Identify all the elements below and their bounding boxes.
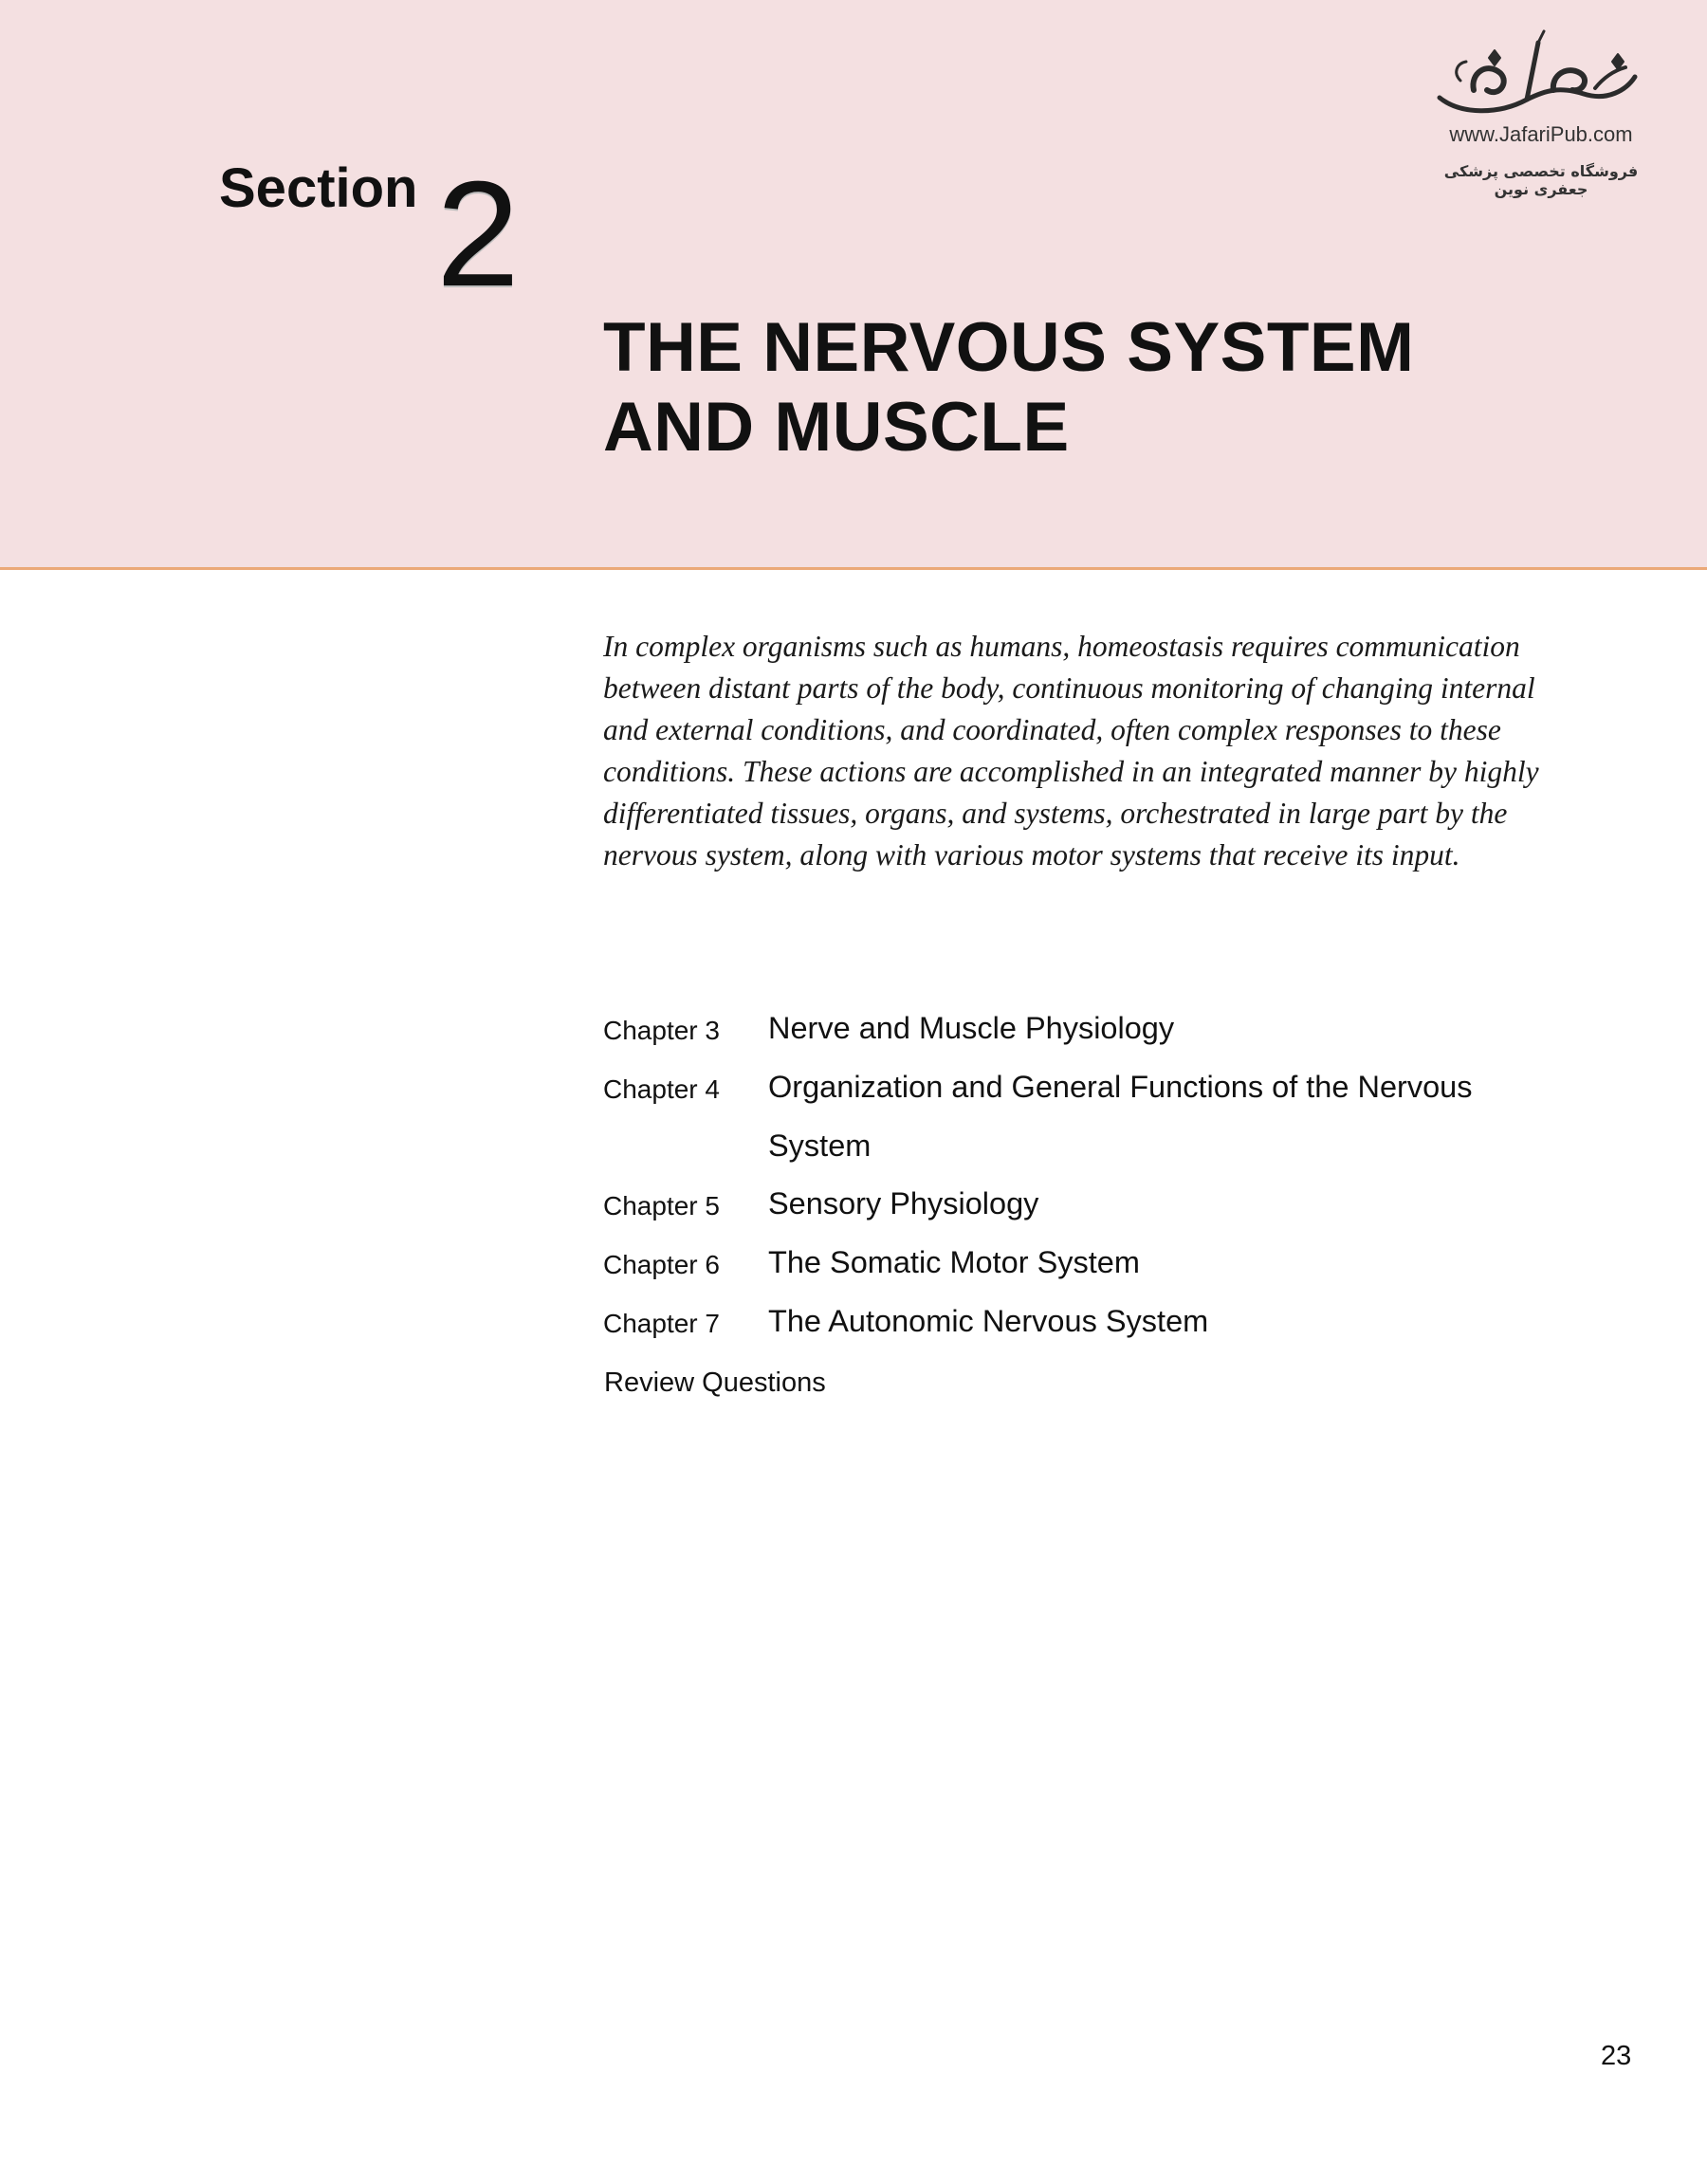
chapter-entry-7[interactable]: [603, 1299, 1551, 1358]
section-header-band: [0, 0, 1707, 570]
review-questions-entry[interactable]: [603, 1358, 1551, 1417]
intro-line: differentiated tissues, organs, and systems, orchestrated in large part by the: [603, 797, 1508, 830]
chapter-entry-6[interactable]: [603, 1240, 1551, 1299]
section-intro-paragraph: [603, 626, 1580, 876]
section-title-line: THE NERVOUS SYSTEM: [603, 309, 1415, 386]
intro-line: between distant parts of the body, continuous monitoring of changing internal: [603, 671, 1535, 705]
chapter-label: Chapter 6: [603, 1250, 720, 1279]
chapter-label: Chapter 7: [603, 1309, 720, 1338]
page-number: 23: [1601, 2041, 1632, 2071]
jafari-pub-logo-icon: [1432, 24, 1641, 130]
review-questions-link[interactable]: Review Questions: [604, 1367, 826, 1398]
section-number: 2: [436, 151, 520, 318]
section-title-line: AND MUSCLE: [603, 389, 1070, 466]
chapter-title[interactable]: The Somatic Motor System: [768, 1245, 1140, 1279]
intro-line: and external conditions, and coordinated, often complex responses to these: [603, 713, 1501, 746]
chapter-entry-4[interactable]: [603, 1065, 1551, 1182]
intro-line: conditions. These actions are accomplished in an integrated manner by highly: [603, 755, 1539, 788]
intro-line: nervous system, along with various motor systems that receive its input.: [603, 838, 1460, 872]
section-label: Section: [219, 157, 418, 219]
publisher-logo: [1422, 24, 1660, 198]
chapter-label: Chapter 3: [603, 1016, 720, 1045]
chapter-label: Chapter 5: [603, 1191, 720, 1220]
chapter-title[interactable]: Nerve and Muscle Physiology: [768, 1011, 1175, 1045]
publisher-url: www.JafariPub.com: [1449, 122, 1633, 146]
publisher-tagline: فروشگاه تخصصی پزشکی جعفری نوین: [1443, 162, 1639, 198]
chapter-label: Chapter 4: [603, 1074, 720, 1104]
chapter-list: [603, 1006, 1551, 1417]
section-title: [603, 308, 1414, 468]
chapter-title[interactable]: Organization and General Functions of the Nervous System: [768, 1070, 1473, 1163]
chapter-entry-5[interactable]: [603, 1182, 1551, 1240]
chapter-title[interactable]: The Autonomic Nervous System: [768, 1304, 1209, 1338]
chapter-title[interactable]: Sensory Physiology: [768, 1186, 1039, 1220]
chapter-entry-3[interactable]: [603, 1006, 1551, 1065]
intro-line: In complex organisms such as humans, homeostasis requires communication: [603, 630, 1520, 663]
